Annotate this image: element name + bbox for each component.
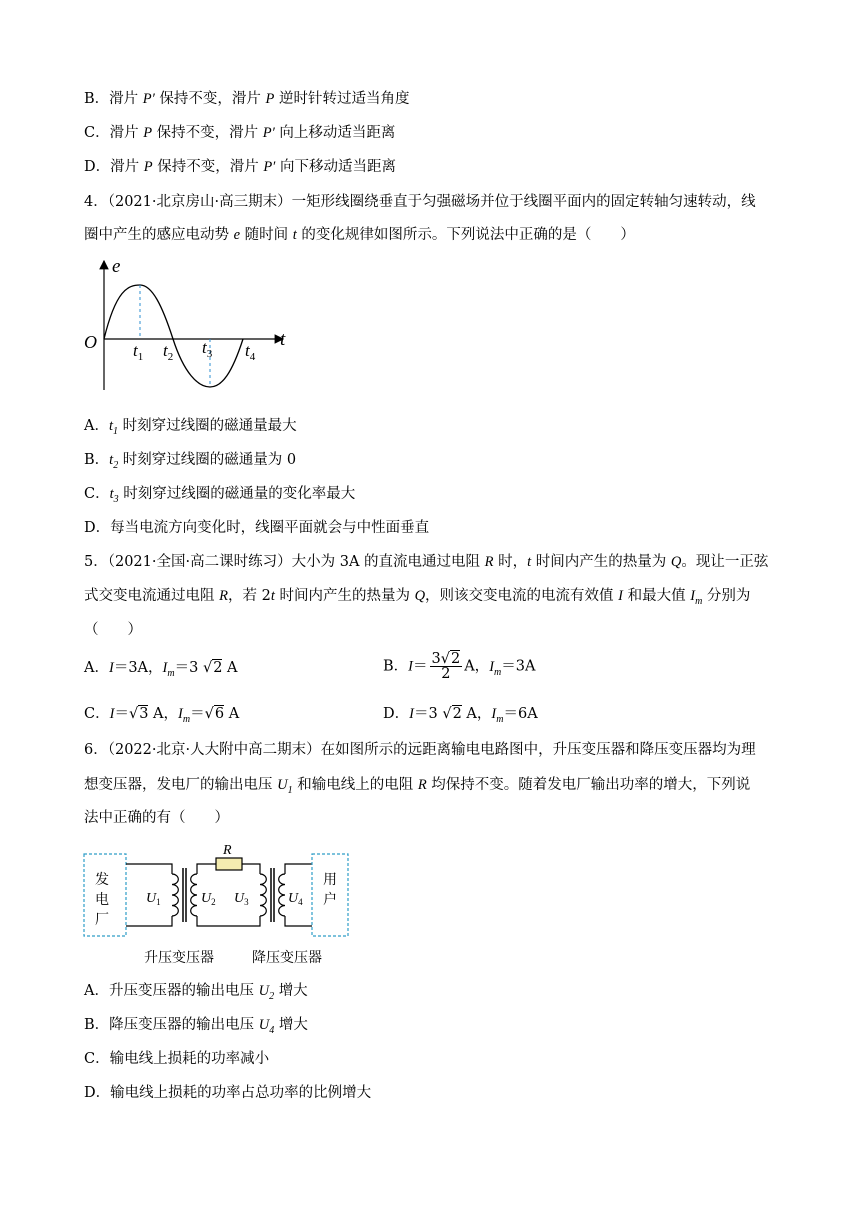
q6-stem-line2: 想变压器，发电厂的输出电压 $U_1$ 和输电线上的电阻 R 均保持不变。随着发电厂输出功率的增大，下列说: [84, 777, 751, 796]
q5-stem-line1: 5．（2021·全国·高二课时练习）大小为 3A 的直流电通过电阻 R 时，t 时间内产生的热量为 Q。现让一正弦: [84, 554, 769, 570]
transmission-circuit: [80, 838, 360, 970]
origin-label: O: [84, 332, 97, 352]
resistor-r: [216, 858, 242, 870]
step-up-label: 升压变压器: [144, 951, 214, 966]
voltage-u1: $U_1$: [146, 891, 161, 907]
tick-t3: $t_3$: [202, 338, 213, 360]
q4-stem-line2: 圈中产生的感应电动势 e 随时间 t 的变化规律如图所示。下列说法中正确的是（ ）: [84, 227, 635, 243]
coil-1: [172, 874, 178, 916]
q3-option-c: C．滑片 P 保持不变，滑片 P′ 向上移动适当距离: [84, 125, 396, 141]
x-axis-label: t: [280, 329, 286, 350]
q6-option-d: D．输电线上损耗的功率占总功率的比例增大: [84, 1085, 372, 1101]
plant-char-2: 电: [95, 893, 109, 908]
q5-option-a: A．I＝3A，$I_m=3$ √2 A: [84, 660, 238, 679]
y-axis-label: e: [112, 256, 121, 277]
sine-curve: [104, 285, 243, 387]
q6-stem-line1: 6．（2022·北京·人大附中高二期末）在如图所示的远距离输电电路图中，升压变压器和降压变压器均为理: [84, 742, 756, 758]
user-char-2: 户: [323, 893, 337, 908]
step-down-label: 降压变压器: [252, 951, 322, 966]
voltage-u3: $U_3$: [234, 891, 249, 907]
q5-stem-line2: 式交变电流通过电阻 R，若 2t 时间内产生的热量为 Q，则该交变电流的电流有效值 I 和最大值 $I_m$ 分别为: [84, 588, 751, 607]
coil-2: [191, 874, 197, 916]
plant-char-1: 发: [95, 873, 109, 888]
q3-option-b: B．滑片 P′ 保持不变，滑片 P 逆时针转过适当角度: [84, 91, 410, 107]
q5-option-b: B．I＝ $\frac{3√2}{2}$ A，$I_m=3A$: [383, 651, 536, 682]
q5-option-c: C．I＝√3 A，$I_m=√6$ A: [84, 706, 240, 725]
q4-option-b: B．$t_2$ 时刻穿过线圈的磁通量为 0: [84, 452, 297, 471]
resistor-label: R: [223, 843, 232, 858]
q6-option-b: B．降压变压器的输出电压 $U_4$ 增大: [84, 1017, 308, 1036]
emf-time-graph: [80, 255, 300, 400]
q6-option-c: C．输电线上损耗的功率减小: [84, 1051, 270, 1067]
plant-char-3: 厂: [95, 913, 109, 928]
q6-option-a: A．升压变压器的输出电压 $U_2$ 增大: [84, 983, 308, 1002]
voltage-u2: $U_2$: [201, 891, 216, 907]
coil-4: [279, 874, 285, 916]
voltage-u4: $U_4$: [288, 891, 303, 907]
q6-stem-line3: 法中正确的有（ ）: [84, 810, 229, 826]
q4-option-d: D．每当电流方向变化时，线圈平面就会与中性面垂直: [84, 520, 430, 536]
tick-t1: $t_1$: [133, 341, 144, 363]
q3-option-d: D．滑片 P 保持不变，滑片 P′ 向下移动适当距离: [84, 159, 396, 175]
tick-t4: $t_4$: [245, 341, 256, 363]
tick-t2: $t_2$: [163, 341, 174, 363]
user-char-1: 用: [323, 873, 337, 888]
coil-3: [260, 874, 266, 916]
q5-stem-line3: （ ）: [84, 622, 142, 638]
q4-stem-line1: 4．（2021·北京房山·高三期末）一矩形线圈绕垂直于匀强磁场并位于线圈平面内的固定转轴匀速转动，线: [84, 194, 756, 210]
q4-option-c: C．$t_3$ 时刻穿过线圈的磁通量的变化率最大: [84, 486, 356, 505]
q4-option-a: A．$t_1$ 时刻穿过线圈的磁通量最大: [84, 418, 297, 437]
q5-option-d: D．I＝3 √2 A，$I_m=6A$: [383, 706, 538, 725]
